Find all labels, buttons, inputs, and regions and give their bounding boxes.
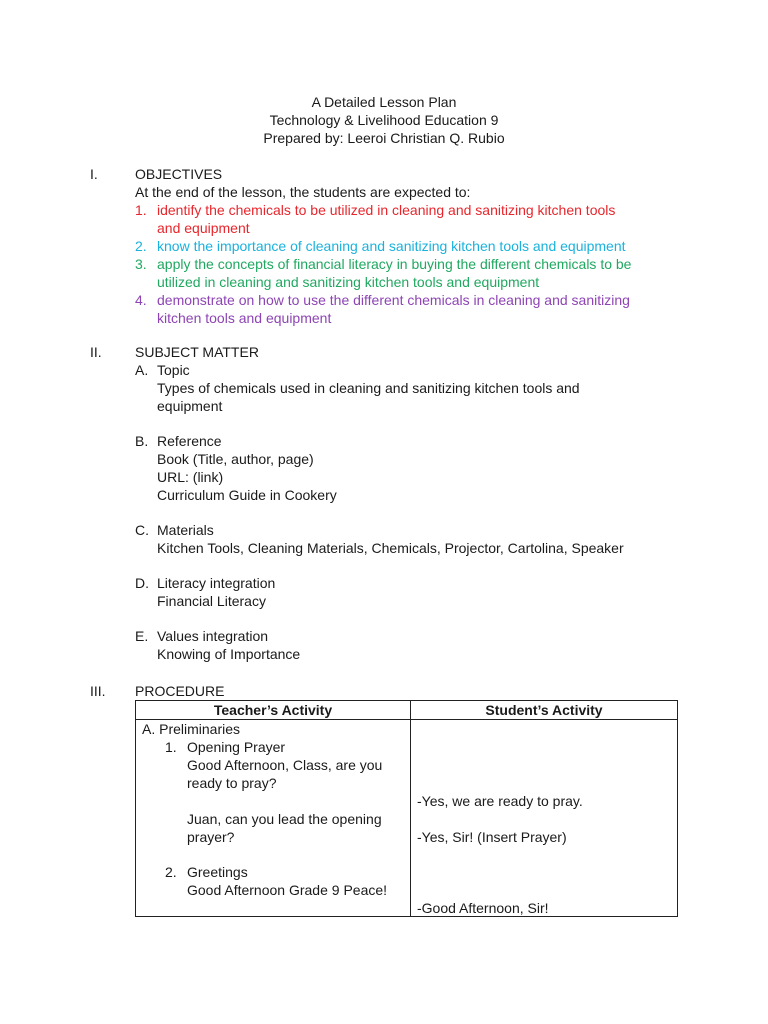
student-activity-cell (411, 720, 678, 917)
item-letter: D. (135, 575, 149, 591)
item-text: Book (Title, author, page) (157, 451, 314, 467)
step-label: Opening Prayer (187, 739, 286, 755)
teacher-line: ready to pray? (187, 775, 277, 791)
item-text: Knowing of Importance (157, 646, 301, 662)
subject-item-reference (135, 432, 690, 504)
subject-item-values (135, 627, 690, 663)
table-row (136, 720, 678, 917)
item-label: Materials (157, 522, 214, 538)
item-text: Kitchen Tools, Cleaning Materials, Chemicals, Projector, Cartolina, Speaker (157, 540, 624, 556)
item-text: Curriculum Guide in Cookery (157, 487, 337, 503)
subject-item-literacy (135, 574, 690, 610)
section-numeral: II. (90, 344, 102, 360)
document-title: A Detailed Lesson Plan (311, 94, 457, 110)
objective-item (135, 291, 690, 327)
teacher-activity-header: Teacher’s Activity (136, 701, 411, 720)
objective-text: apply the concepts of financial literacy in buying the different chemicals to be (157, 256, 632, 272)
subject-item-materials (135, 521, 690, 557)
section-heading: SUBJECT MATTER (135, 344, 259, 360)
teacher-line: prayer? (187, 829, 235, 845)
student-response: -Yes, we are ready to pray. (417, 793, 583, 809)
section-heading: PROCEDURE (135, 683, 225, 699)
item-letter: A. (135, 362, 149, 378)
section-heading: OBJECTIVES (135, 166, 223, 182)
objective-text: know the importance of cleaning and sanitizing kitchen tools and equipment (157, 238, 626, 254)
document-author: Prepared by: Leeroi Christian Q. Rubio (263, 130, 505, 146)
teacher-line: Good Afternoon Grade 9 Peace! (187, 882, 388, 898)
preliminaries-label: A. Preliminaries (142, 721, 241, 737)
teacher-activity-cell (136, 720, 411, 917)
item-letter: B. (135, 433, 149, 449)
step-label: Greetings (187, 864, 248, 880)
item-text: Financial Literacy (157, 593, 266, 609)
objective-number: 3. (135, 256, 147, 272)
objective-text: and equipment (157, 220, 250, 236)
student-response: -Yes, Sir! (Insert Prayer) (417, 829, 567, 845)
objective-number: 2. (135, 238, 147, 254)
item-text: Types of chemicals used in cleaning and sanitizing kitchen tools and (157, 380, 580, 396)
item-label: Literacy integration (157, 575, 276, 591)
procedure-table (135, 700, 678, 917)
step-number: 1. (165, 739, 177, 755)
objective-number: 4. (135, 292, 147, 308)
item-label: Values integration (157, 628, 269, 644)
objective-item (135, 255, 690, 291)
item-label: Topic (157, 362, 190, 378)
objectives-intro: At the end of the lesson, the students are expected to: (135, 184, 471, 200)
teacher-line: Good Afternoon, Class, are you (187, 757, 383, 773)
document-header (0, 93, 768, 147)
item-letter: E. (135, 628, 149, 644)
section-numeral: III. (90, 683, 106, 699)
objective-text: identify the chemicals to be utilized in cleaning and sanitizing kitchen tools (157, 202, 616, 218)
item-text: URL: (link) (157, 469, 224, 485)
item-label: Reference (157, 433, 222, 449)
subject-item-topic (135, 361, 690, 415)
objective-number: 1. (135, 202, 147, 218)
objective-item (135, 237, 690, 255)
table-header-row (136, 701, 678, 720)
student-activity-header: Student’s Activity (411, 701, 678, 720)
objective-text: utilized in cleaning and sanitizing kitchen tools and equipment (157, 274, 540, 290)
student-response: -Good Afternoon, Sir! (417, 900, 549, 916)
item-letter: C. (135, 522, 149, 538)
objective-item (135, 201, 690, 237)
teacher-line: Juan, can you lead the opening (187, 811, 382, 827)
section-numeral: I. (90, 166, 98, 182)
objective-text: demonstrate on how to use the different chemicals in cleaning and sanitizing (157, 292, 630, 308)
objective-text: kitchen tools and equipment (157, 310, 332, 326)
step-number: 2. (165, 864, 177, 880)
document-subject: Technology & Livelihood Education 9 (269, 112, 499, 128)
item-text: equipment (157, 398, 223, 414)
